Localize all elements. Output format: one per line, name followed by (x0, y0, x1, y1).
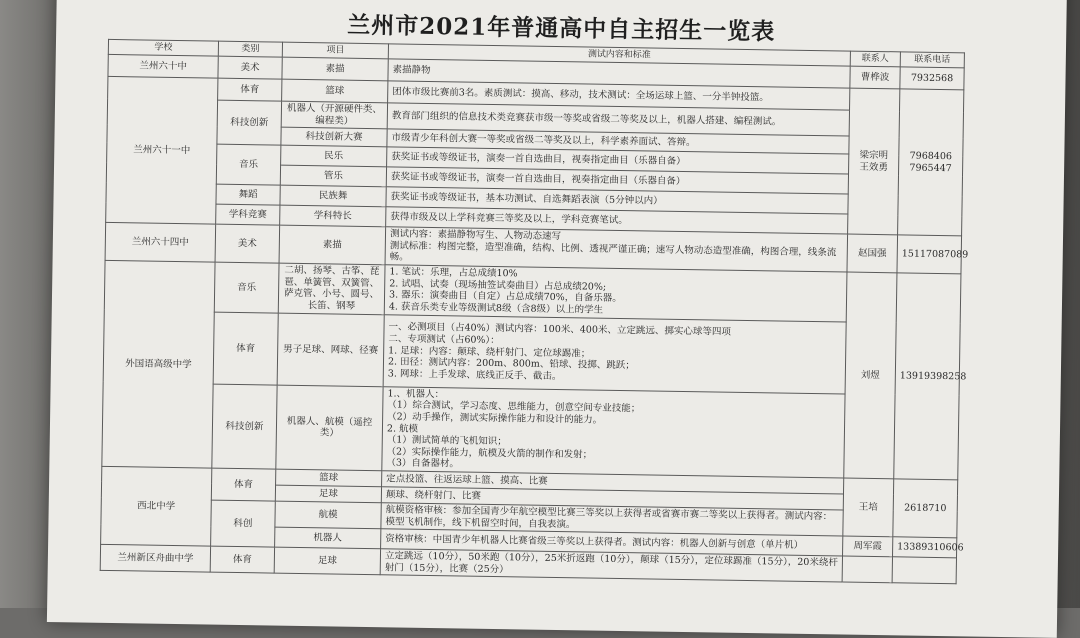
content-cell: 市级青少年科创大赛一等奖或省级二等奖及以上，科学素养面试、答辩。 (387, 129, 849, 154)
item-cell: 民族舞 (280, 185, 386, 207)
item-cell: 足球 (274, 547, 380, 575)
item-cell: 管乐 (280, 165, 386, 187)
item-cell: 篮球 (276, 469, 382, 487)
item-cell: 足球 (275, 485, 381, 503)
school-cell: 兰州六十一中 (106, 76, 218, 224)
item-cell: 学科特长 (280, 205, 386, 227)
category-cell: 体育 (210, 546, 274, 573)
category-cell: 学科竞赛 (216, 204, 280, 225)
content-cell: 获奖证书或等级证书，演奏一首自选曲目，视奏指定曲目（乐器自备） (386, 167, 848, 194)
school-cell: 兰州新区舟曲中学 (100, 544, 210, 572)
contact-cell (842, 556, 892, 583)
item-cell: 机器人（开源硬件类、编程类） (281, 101, 387, 129)
content-cell: 立定跳远（10分），50米跑（10分），25米折返跑（10分），颠球（15分），定位球踢准（15分），20米绕杆射门（15分），比赛（25分） (380, 549, 842, 582)
category-cell: 音乐 (216, 144, 281, 185)
item-cell: 机器人 (275, 527, 381, 549)
category-cell: 科创 (211, 500, 276, 547)
category-cell: 体育 (218, 78, 282, 101)
phone-cell: 13919398258 (894, 273, 961, 480)
school-cell: 西北中学 (101, 466, 212, 546)
header-item: 项目 (282, 42, 388, 59)
contact-cell: 刘煜 (844, 272, 897, 479)
header-content: 测试内容和标准 (388, 44, 850, 66)
header-category: 类别 (218, 41, 282, 57)
contact-cell: 周军霞 (843, 536, 893, 557)
header-school: 学校 (108, 39, 218, 56)
content-cell: 测试内容：素描静物写生、人物动态速写 测试标准：构图完整，造型准确，结构、比例、透视严谨正确；速写人物动态造型准确，构图合理，线条流畅。 (385, 227, 848, 272)
item-cell: 篮球 (282, 79, 388, 103)
item-cell: 二胡、扬琴、古筝、琵琶、单簧管、双簧管、萨克管、小号、圆号、长笛、钢琴 (278, 263, 385, 315)
category-cell: 舞蹈 (216, 184, 280, 205)
content-cell: 1. 笔试：乐理，占总成绩10% 2. 试唱、试奏（现场抽签试奏曲目）占总成绩20%; 3. 器乐：演奏曲目（自定）占总成绩70%，自备乐器。 4. 获音乐类专业等级测试8级（含8级）以上的学生 (384, 265, 847, 322)
school-cell: 外国语高级中学 (102, 260, 215, 468)
category-cell: 音乐 (214, 262, 279, 313)
contact-cell: 赵国强 (847, 234, 898, 273)
contact-cell: 梁宗明 王效勇 (848, 88, 900, 235)
phone-cell: 7932568 (900, 67, 964, 90)
phone-cell: 13389310606 (893, 537, 957, 558)
header-contact: 联系人 (850, 51, 900, 67)
content-cell: 获奖证书或等级证书，基本功测试、自选舞蹈表演（5分钟以内） (386, 187, 848, 214)
category-cell: 体育 (211, 468, 275, 501)
admissions-table (100, 39, 969, 585)
item-cell: 素描 (282, 57, 388, 81)
content-cell: 1.、机器人： （1）综合测试，学习态度、思维能力，创意空间专业技能； （2）动手操作，测试实际操作能力和设计的能力。 2. 航模 （1）测试简单的飞机知识； （2）实际操作能力，航模及火箭的制作和发射； （3）自备器材。 (382, 387, 845, 478)
contact-cell: 王培 (843, 478, 894, 537)
content-cell: 素描静物 (388, 59, 850, 88)
phone-cell (892, 557, 956, 584)
item-cell: 素描 (279, 225, 386, 264)
content-cell: 团体市级比赛前3名。素质测试：摸高、移动，技术测试：全场运球上篮、一分半钟投篮。 (388, 81, 850, 110)
school-cell: 兰州六十中 (108, 54, 218, 78)
document-sheet (47, 0, 1067, 638)
item-cell: 机器人、航模（遥控类） (276, 385, 383, 471)
item-cell: 男子足球、网球、径赛 (277, 313, 384, 387)
content-cell: 获奖证书或等级证书，演奏一首自选曲目，视奏指定曲目（乐器自备） (387, 147, 849, 174)
phone-cell: 15117087089 (897, 235, 962, 274)
item-cell: 航模 (275, 501, 381, 529)
content-cell: 教育部门组织的信息技术类竞赛获市级一等奖或省级二等奖及以上，机器人搭建、编程测试。 (387, 103, 849, 136)
content-cell: 资格审核：中国青少年机器人比赛省级三等奖以上获得者。测试内容：机器人创新与创意（单片机） (381, 529, 843, 556)
document-title: 兰州市2021年普通高中自主招生一览表 (347, 11, 776, 46)
category-cell: 科技创新 (217, 100, 282, 145)
table-row (103, 310, 960, 395)
phone-cell: 2618710 (893, 479, 958, 538)
category-cell: 美术 (215, 224, 280, 263)
category-cell: 美术 (218, 56, 282, 79)
item-cell: 科技创新大赛 (281, 127, 387, 147)
content-cell: 颠球、绕杆射门、比赛 (381, 487, 843, 510)
content-cell: 航模资格审核：参加全国青少年航空模型比赛三等奖以上获得者或省赛市赛二等奖以上获得者。测试内容：模型飞机制作，线下机留空时间，自我表演。 (381, 503, 843, 536)
header-phone: 联系电话 (900, 52, 964, 68)
content-cell: 一、必测项目（占40%）测试内容：100米、400米、立定跳远、掷实心球等四项 二、专项测试（占60%）： 1. 足球：内容：颠球、绕杆射门、定位球踢准； 2. 田径：测试内容：200m、800m、铅球、投掷、跳跃； 3. 网球：上手发球、底线正反手、截击。 (383, 315, 846, 394)
category-cell: 体育 (213, 312, 278, 385)
content-cell: 获得市级及以上学科竞赛三等奖及以上，学科竞赛笔试。 (386, 207, 848, 234)
item-cell: 民乐 (281, 145, 387, 167)
category-cell: 科技创新 (212, 384, 277, 469)
school-cell: 兰州六十四中 (105, 223, 216, 262)
content-cell: 定点投篮、往返运球上篮、摸高、比赛 (382, 471, 844, 494)
phone-cell: 7968406 7965447 (898, 89, 964, 236)
contact-cell: 曹桦波 (850, 66, 900, 89)
table-row (102, 382, 959, 479)
